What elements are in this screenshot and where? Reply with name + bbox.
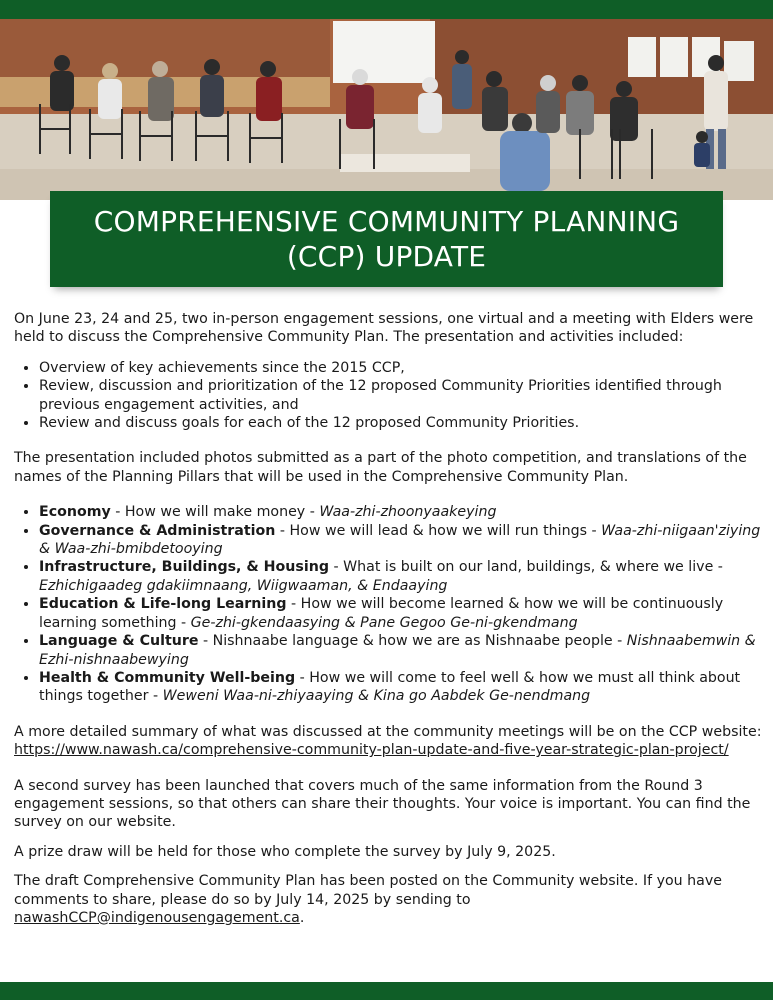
pillar-name: Language & Culture	[39, 633, 199, 650]
pillar-description: - How we will lead & how we will run things -	[275, 522, 602, 539]
pillar-translation: Waa-zhi-zhoonyaakeying	[319, 504, 497, 521]
pillar-item	[39, 669, 762, 706]
pillar-description: - Nishnaabe language & how we are as Nishnaabe people -	[198, 633, 627, 650]
article-body	[14, 310, 762, 927]
pillar-item	[39, 558, 762, 595]
summary-text: A more detailed summary of what was discussed at the community meetings will be on the CCP website:	[14, 723, 762, 740]
pillar-description: - How we will make money -	[110, 504, 320, 521]
title-banner	[50, 191, 723, 287]
activities-list	[14, 359, 762, 433]
draft-end: .	[299, 909, 305, 926]
intro-paragraph: On June 23, 24 and 25, two in-person engagement sessions, one virtual and a meeting with Elders were held to discuss the Comprehensive Community Plan. The presentation and activities included:	[14, 311, 754, 346]
pillar-item	[39, 503, 762, 521]
ccp-email-link[interactable]: nawashCCP@indigenousengagement.ca	[14, 909, 300, 926]
bottom-green-band	[0, 982, 773, 1000]
summary-paragraph	[14, 723, 762, 760]
list-item: • Review and discuss goals for each of the 12 proposed Community Priorities.	[39, 414, 762, 432]
pillar-name: Education & Life-long Learning	[39, 596, 287, 613]
pillar-description: - How we will come to feel well & how we must all think about things together -	[39, 669, 741, 705]
pillar-translation: Nishnaabemwin & Ezhi-nishnaabewying	[39, 633, 756, 668]
pillar-name: Governance & Administration	[39, 522, 276, 539]
pillars-intro-paragraph: The presentation included photos submitted as a part of the photo competition, and translations of the names of the Planning Pillars that will be used in the Comprehensive Community Plan.	[14, 450, 747, 485]
pillar-name: Infrastructure, Buildings, & Housing	[39, 559, 329, 576]
top-green-band	[0, 0, 773, 19]
pillar-translation: Weweni Waa-ni-zhiyaaying & Kina go Aabdek Ge-nendmang	[162, 688, 591, 705]
survey-paragraph: A second survey has been launched that covers much of the same information from the Round 3 engagement sessions, so that others can share their thoughts. Your voice is important. You can find the survey on our website.	[14, 777, 751, 831]
pillar-translation: Ge-zhi-gkendaasying & Pane Gegoo Ge-ni-gkendmang	[190, 614, 578, 631]
draft-plan-paragraph	[14, 872, 762, 927]
pillar-item	[39, 522, 762, 559]
draft-text: The draft Comprehensive Community Plan has been posted on the Community website. If you have comments to share, please do so by July 14, 2025 by sending to	[14, 873, 722, 908]
community-meeting-photo	[0, 19, 773, 200]
ccp-website-link[interactable]: https://www.nawash.ca/comprehensive-community-plan-update-and-five-year-strategic-plan-project/	[14, 742, 729, 759]
prize-draw-paragraph: A prize draw will be held for those who complete the survey by July 9, 2025.	[14, 843, 556, 860]
pillar-name: Economy	[39, 504, 111, 521]
page-title-line-1: COMPREHENSIVE COMMUNITY PLANNING	[93, 205, 680, 238]
pillar-translation: Ezhichigaadeg gdakiimnaang, Wiigwaaman, & Endaaying	[39, 577, 448, 594]
pillar-item	[39, 595, 762, 632]
list-item: • Overview of key achievements since the 2015 CCP,	[39, 359, 762, 377]
list-item: • Review, discussion and prioritization of the 12 proposed Community Priorities identified through previous engagement activities, and	[39, 377, 762, 414]
pillar-description: - What is built on our land, buildings, & where we live -	[328, 559, 723, 576]
pillar-translation: Waa-zhi-niigaan'ziying & Waa-zhi-bmibdetooying	[39, 522, 761, 558]
pillar-description: - How we will become learned & how we will be continuously learning something -	[39, 596, 724, 631]
pillar-name: Health & Community Well-being	[39, 669, 296, 686]
page-title-line-2: (CCP) UPDATE	[286, 240, 487, 273]
pillar-item	[39, 632, 762, 669]
planning-pillars-list	[14, 503, 762, 705]
